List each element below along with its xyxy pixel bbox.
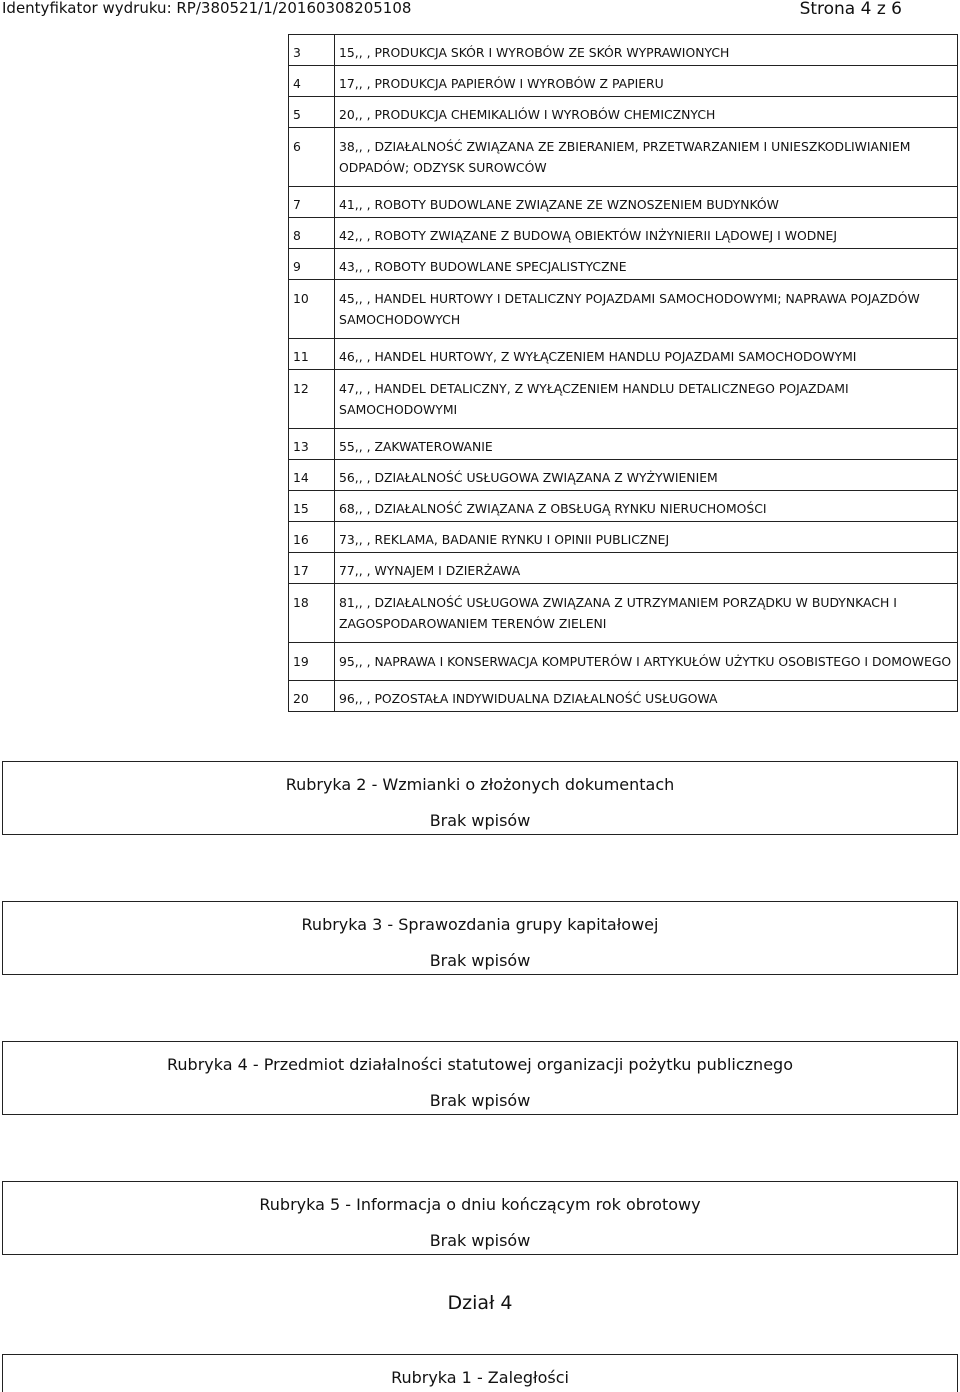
row-number: 19 xyxy=(289,643,335,681)
table-row xyxy=(289,370,958,429)
table-row xyxy=(289,522,958,553)
table-row xyxy=(289,35,958,66)
table-row xyxy=(289,249,958,280)
activity-text: 95,, , NAPRAWA I KONSERWACJA KOMPUTERÓW I ARTYKUŁÓW UŻYTKU OSOBISTEGO I DOMOWEGO xyxy=(335,643,958,681)
table-row xyxy=(289,187,958,218)
row-number: 6 xyxy=(289,128,335,187)
activity-text: 73,, , REKLAMA, BADANIE RYNKU I OPINII PUBLICZNEJ xyxy=(335,522,958,553)
row-number: 14 xyxy=(289,460,335,491)
rubryka-title: Rubryka 1 - Zaległości xyxy=(391,1368,569,1387)
activity-text: 68,, , DZIAŁALNOŚĆ ZWIĄZANA Z OBSŁUGĄ RYNKU NIERUCHOMOŚCI xyxy=(335,491,958,522)
table-row xyxy=(289,280,958,339)
table-row xyxy=(289,460,958,491)
activity-text: 77,, , WYNAJEM I DZIERŻAWA xyxy=(335,553,958,584)
row-number: 12 xyxy=(289,370,335,429)
rubryka-value: Brak wpisów xyxy=(429,1231,531,1250)
row-number: 11 xyxy=(289,339,335,370)
table-row xyxy=(289,66,958,97)
table-row xyxy=(289,128,958,187)
activity-text: 45,, , HANDEL HURTOWY I DETALICZNY POJAZDAMI SAMOCHODOWYMI; NAPRAWA POJAZDÓW SAMOCHODOWYCH xyxy=(335,280,958,339)
section-title: Dział 4 xyxy=(447,1292,513,1314)
row-number: 8 xyxy=(289,218,335,249)
activity-text: 43,, , ROBOTY BUDOWLANE SPECJALISTYCZNE xyxy=(335,249,958,280)
row-number: 9 xyxy=(289,249,335,280)
table-row xyxy=(289,643,958,681)
row-number: 13 xyxy=(289,429,335,460)
row-number: 16 xyxy=(289,522,335,553)
activities-table xyxy=(288,34,958,712)
row-number: 4 xyxy=(289,66,335,97)
table-row xyxy=(289,218,958,249)
table-row xyxy=(289,553,958,584)
row-number: 3 xyxy=(289,35,335,66)
rubryka-title: Rubryka 4 - Przedmiot działalności statutowej organizacji pożytku publicznego xyxy=(167,1055,793,1074)
activity-text: 42,, , ROBOTY ZWIĄZANE Z BUDOWĄ OBIEKTÓW INŻYNIERII LĄDOWEJ I WODNEJ xyxy=(335,218,958,249)
activity-text: 56,, , DZIAŁALNOŚĆ USŁUGOWA ZWIĄZANA Z WYŻYWIENIEM xyxy=(335,460,958,491)
activity-text: 46,, , HANDEL HURTOWY, Z WYŁĄCZENIEM HANDLU POJAZDAMI SAMOCHODOWYMI xyxy=(335,339,958,370)
table-row xyxy=(289,584,958,643)
print-identifier: Identyfikator wydruku: RP/380521/1/20160308205108 xyxy=(2,0,412,17)
activity-text: 41,, , ROBOTY BUDOWLANE ZWIĄZANE ZE WZNOSZENIEM BUDYNKÓW xyxy=(335,187,958,218)
row-number: 15 xyxy=(289,491,335,522)
row-number: 20 xyxy=(289,681,335,712)
page-number: Strona 4 z 6 xyxy=(799,0,902,19)
activity-text: 20,, , PRODUKCJA CHEMIKALIÓW I WYROBÓW CHEMICZNYCH xyxy=(335,97,958,128)
rubryka-value: Brak wpisów xyxy=(429,1091,531,1110)
table-row xyxy=(289,681,958,712)
rubryka-4-box xyxy=(2,1041,958,1115)
row-number: 5 xyxy=(289,97,335,128)
activity-text: 15,, , PRODUKCJA SKÓR I WYROBÓW ZE SKÓR WYPRAWIONYCH xyxy=(335,35,958,66)
rubryka-2-box xyxy=(2,761,958,835)
row-number: 18 xyxy=(289,584,335,643)
rubryka-value: Brak wpisów xyxy=(429,951,531,970)
rubryka-value: Brak wpisów xyxy=(429,811,531,830)
row-number: 7 xyxy=(289,187,335,218)
table-row xyxy=(289,97,958,128)
row-number: 10 xyxy=(289,280,335,339)
table-row xyxy=(289,429,958,460)
rubryka-title: Rubryka 2 - Wzmianki o złożonych dokumentach xyxy=(285,775,675,794)
rubryka-1-box xyxy=(2,1354,958,1392)
table-row xyxy=(289,339,958,370)
rubryka-3-box xyxy=(2,901,958,975)
rubryka-title: Rubryka 3 - Sprawozdania grupy kapitałowej xyxy=(301,915,659,934)
activity-text: 47,, , HANDEL DETALICZNY, Z WYŁĄCZENIEM HANDLU DETALICZNEGO POJAZDAMI SAMOCHODOWYMI xyxy=(335,370,958,429)
activity-text: 81,, , DZIAŁALNOŚĆ USŁUGOWA ZWIĄZANA Z UTRZYMANIEM PORZĄDKU W BUDYNKACH I ZAGOSPODAROWANIEM TERENÓW ZIELENI xyxy=(335,584,958,643)
activity-text: 17,, , PRODUKCJA PAPIERÓW I WYROBÓW Z PAPIERU xyxy=(335,66,958,97)
activity-text: 38,, , DZIAŁALNOŚĆ ZWIĄZANA ZE ZBIERANIEM, PRZETWARZANIEM I UNIESZKODLIWIANIEM ODPADÓW; ODZYSK SUROWCÓW xyxy=(335,128,958,187)
row-number: 17 xyxy=(289,553,335,584)
activity-text: 55,, , ZAKWATEROWANIE xyxy=(335,429,958,460)
table-row xyxy=(289,491,958,522)
activity-text: 96,, , POZOSTAŁA INDYWIDUALNA DZIAŁALNOŚĆ USŁUGOWA xyxy=(335,681,958,712)
rubryka-title: Rubryka 5 - Informacja o dniu kończącym rok obrotowy xyxy=(259,1195,701,1214)
rubryka-5-box xyxy=(2,1181,958,1255)
